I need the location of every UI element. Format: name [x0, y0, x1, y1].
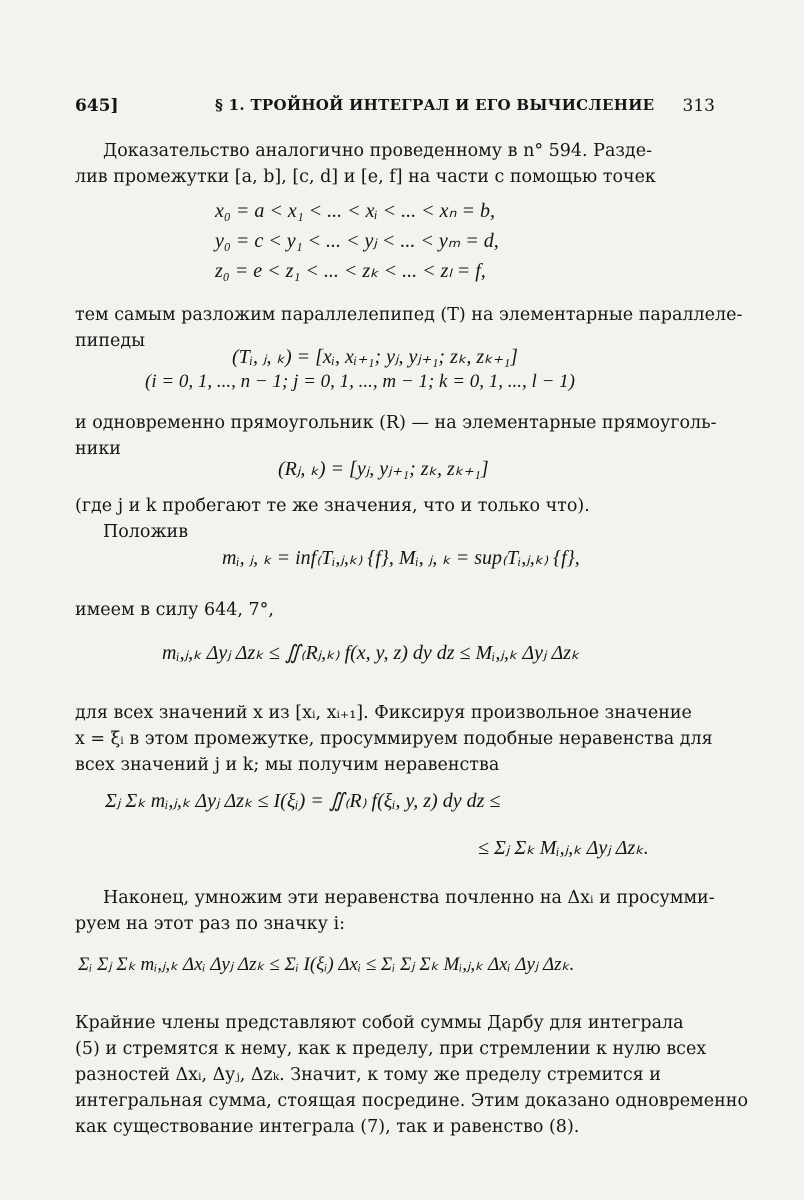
page-number: 313 — [682, 96, 715, 116]
formula-inequality-2-line1: Σⱼ Σₖ mᵢ,ⱼ,ₖ Δyⱼ Δzₖ ≤ I(ξᵢ) = ∬₍R₎ f(ξᵢ, y, z) dy dz ≤ — [105, 790, 501, 812]
text-line: тем самым разложим параллелепипед (T) на элементарные параллеле- — [75, 305, 743, 325]
formula-partition-z: z₀ = e < z₁ < ... < zₖ < ... < zₗ = f, — [215, 260, 486, 282]
text-line: разностей Δxᵢ, Δyⱼ, Δzₖ. Значит, к тому же пределу стремится и — [75, 1065, 661, 1085]
text-line: Наконец, умножим эти неравенства почленно на Δxᵢ и просумми- — [103, 888, 715, 908]
formula-inequality-2-line2: ≤ Σⱼ Σₖ Mᵢ,ⱼ,ₖ Δyⱼ Δzₖ. — [478, 837, 649, 859]
paragraph-fix-xi — [75, 700, 715, 778]
formula-inequality-3: Σᵢ Σⱼ Σₖ mᵢ,ⱼ,ₖ Δxᵢ Δyⱼ Δzₖ ≤ Σᵢ I(ξᵢ) Δxᵢ ≤ Σᵢ Σⱼ Σₖ Mᵢ,ⱼ,ₖ Δxᵢ Δyⱼ Δzₖ. — [78, 954, 575, 975]
formula-index-ranges: (i = 0, 1, ..., n − 1; j = 0, 1, ..., m − 1; k = 0, 1, ..., l − 1) — [145, 371, 575, 392]
text-line: пипеды — [75, 331, 146, 351]
text-line: и одновременно прямоугольник (R) — на элементарные прямоуголь- — [75, 413, 717, 433]
text-line: Крайние члены представляют собой суммы Дарбу для интеграла — [75, 1013, 684, 1033]
text-line: как существование интеграла (7), так и равенство (8). — [75, 1117, 580, 1137]
text-line: ники — [75, 439, 121, 459]
formula-elementary-rectangle: (Rⱼ, ₖ) = [yⱼ, yⱼ₊₁; zₖ, zₖ₊₁] — [278, 458, 489, 480]
running-head — [75, 96, 715, 120]
formula-partition-x: x₀ = a < x₁ < ... < xᵢ < ... < xₙ = b, — [215, 200, 496, 222]
paragraph-reference — [75, 597, 715, 623]
paragraph-rectangle — [75, 410, 715, 462]
text-line: интегральная сумма, стоящая посредине. Этим доказано одновременно — [75, 1091, 748, 1111]
text-line: лив промежутки [a, b], [c, d] и [e, f] на части с помощью точек — [75, 167, 656, 187]
text-line: Доказательство аналогично проведенному в n° 594. Разде- — [103, 141, 652, 161]
text-line: Положив — [103, 522, 189, 542]
formula-partition-y: y₀ = c < y₁ < ... < yⱼ < ... < yₘ = d, — [215, 230, 499, 252]
paragraph-indices — [75, 493, 715, 545]
text-line: имеем в силу 644, 7°, — [75, 600, 274, 620]
text-line: (где j и k пробегают те же значения, что и только что). — [75, 496, 590, 516]
intro-paragraph — [75, 138, 715, 190]
text-line: для всех значений x из [xᵢ, xᵢ₊₁]. Фиксируя произвольное значение — [75, 703, 692, 723]
section-number: 645] — [75, 96, 119, 116]
chapter-title: § 1. ТРОЙНОЙ ИНТЕГРАЛ И ЕГО ВЫЧИСЛЕНИЕ — [215, 96, 655, 114]
text-line: всех значений j и k; мы получим неравенства — [75, 755, 500, 775]
formula-elementary-box: (Tᵢ, ⱼ, ₖ) = [xᵢ, xᵢ₊₁; yⱼ, yⱼ₊₁; zₖ, zₖ₊₁] — [232, 346, 518, 368]
paragraph-conclusion — [75, 1010, 748, 1140]
text-line: руем на этот раз по значку i: — [75, 914, 345, 934]
paragraph-multiply — [75, 885, 715, 937]
formula-inequality-1: mᵢ,ⱼ,ₖ Δyⱼ Δzₖ ≤ ∬₍Rⱼ,ₖ₎ f(x, y, z) dy dz ≤ Mᵢ,ⱼ,ₖ Δyⱼ Δzₖ — [162, 642, 580, 664]
text-line: x = ξᵢ в этом промежутке, просуммируем подобные неравенства для — [75, 729, 713, 749]
formula-inf-sup: mᵢ, ⱼ, ₖ = inf₍Tᵢ,ⱼ,ₖ₎ {f}, Mᵢ, ⱼ, ₖ = sup₍Tᵢ,ⱼ,ₖ₎ {f}, — [222, 547, 580, 569]
text-line: (5) и стремятся к нему, как к пределу, при стремлении к нулю всех — [75, 1039, 707, 1059]
